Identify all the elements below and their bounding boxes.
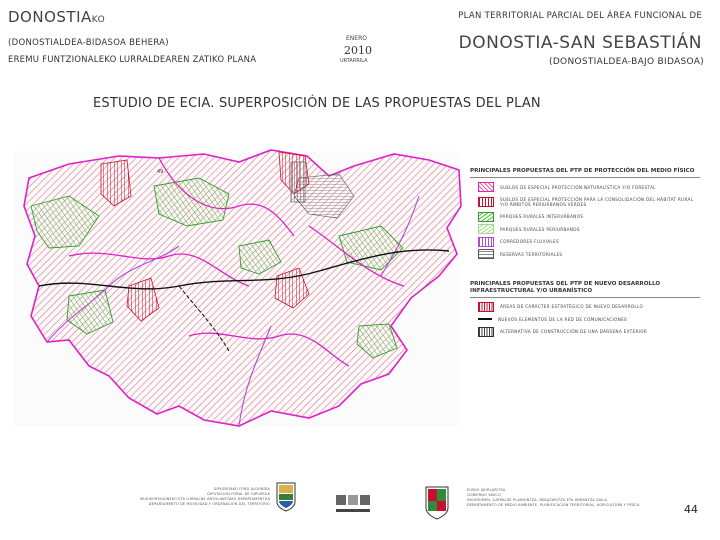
legend-label: SUELOS DE ESPECIAL PROTECCIÓN PARA LA CONSOLIDACIÓN DEL HÁBITAT RURAL Y/O ÁMBITOS PERIURBANOS VERDES [500,197,694,207]
gipuzkoa-line: MUGIKORTASUNEKO ETA LURRALDE ANTOLAKETAKO DEPARTAMENTUA [139,497,270,501]
legend-label: PARQUES RURALES INTERURBANOS [500,214,584,220]
gipuzkoa-shield-icon [276,482,296,512]
slide-title: ESTUDIO DE ECIA. SUPERPOSICIÓN DE LAS PROPUESTAS DEL PLAN [93,96,541,111]
euskadi-shield-icon [425,486,449,520]
legend-item [470,301,700,314]
legend-item [470,181,700,194]
partner-logo [334,493,372,515]
map-legend [470,168,700,388]
fluvial-swatch [478,237,494,247]
pink-hatch-swatch [478,182,494,192]
legend-item [470,223,700,236]
legend-section2-title: PRINCIPALES PROPUESTAS DEL PTP DE NUEVO DESARROLLO INFRAESTRUCTURAL Y/O URBANÍSTICO [470,280,661,294]
territory-map-drawing [9,136,469,436]
header-left-subtitle: (DONOSTIALDEA-BIDASOA BEHERA) [8,38,169,48]
legend-item [470,248,700,261]
header-right-title: DONOSTIA-SAN SEBASTIÁN [458,33,702,53]
legend-item [470,194,700,211]
legend-divider [470,177,700,178]
light-green-swatch [478,224,494,234]
red-hatch-swatch [478,197,494,207]
header-month: ENERO [346,35,367,42]
header-month-eu: URTARRILA [340,58,368,64]
legend-label: ÁREAS DE CARÁCTER ESTRATÉGICO DE NUEVO DESARROLLO [500,304,644,310]
euskadi-line: EUSKO JAURLARITZA [467,488,506,492]
header-right-top: PLAN TERRITORIAL PARCIAL DEL ÁREA FUNCIONAL DE [458,11,702,21]
legend-label: ALTERNATIVA DE CONSTRUCCIÓN DE UNA DÁRSENA EXTERIOR [500,329,648,335]
euskadi-shield-logo [425,486,449,520]
gipuzkoa-line: DIPUTACIÓN FORAL DE GIPUZKOA [207,492,270,496]
strategic-swatch [478,302,494,312]
header-left-title [8,8,105,26]
darsena-swatch [478,327,494,337]
legend-item [470,236,700,249]
legend-section1-title: PRINCIPALES PROPUESTAS DEL PTP DE PROTECCIÓN DEL MEDIO FÍSICO [470,168,695,174]
gipuzkoa-line: GIPUZKOAKO FORU ALDUNDIA [213,487,270,491]
green-hatch-swatch [478,212,494,222]
legend-label: SUELOS DE ESPECIAL PROTECCIÓN NATURALÍSTICA Y/O FORESTAL [500,184,656,190]
euskadi-line: DEPARTAMENTO DE MEDIO AMBIENTE, PLANIFICACIÓN TERRITORIAL, AGRICULTURA Y PESCA [467,503,640,507]
header-left-title-suffix: KO [91,15,106,25]
black-line-swatch [478,318,492,320]
gipuzkoa-block [110,487,270,507]
legend-item [470,313,700,326]
legend-item [470,326,700,339]
svg-text:49: 49 [157,169,164,175]
legend-divider [470,297,700,298]
header-year: 2010 [344,44,372,57]
territory-map [9,136,469,436]
darsena-alternative [291,162,305,202]
euskadi-line: GOBIERNO VASCO [467,493,501,497]
legend-item [470,211,700,224]
legend-label: NUEVOS ELEMENTOS DE LA RED DE COMUNICACIONES [498,316,627,322]
euskadi-line: INGURUMEN, LURRALDE PLANGINTZA, NEKAZARITZA ETA ARRANTZA SAILA [467,498,608,502]
gipuzkoa-line: DEPARTAMENTO DE MOVILIDAD Y ORDENACIÓN DEL TERRITORIO [148,502,270,506]
legend-label: RESERVAS TERRITORIALES [500,251,563,257]
euskadi-block [467,488,687,508]
header-right-subtitle: (DONOSTIALDEA-BAJO BIDASOA) [549,57,704,67]
legend-label: PARQUES RURALES PERIURBANOS [500,226,580,232]
partner-logo-icon [334,493,372,515]
page-number: 44 [684,503,698,516]
legend-label: CORREDORES FLUVIALES [500,239,559,245]
gipuzkoa-shield-logo [276,482,296,512]
header-left-plan-name: EREMU FUNTZIONALEKO LURRALDEAREN ZATIKO PLANA [8,55,257,65]
header-left-title-text: DONOSTIA [8,8,92,26]
reserve-swatch [478,249,494,259]
